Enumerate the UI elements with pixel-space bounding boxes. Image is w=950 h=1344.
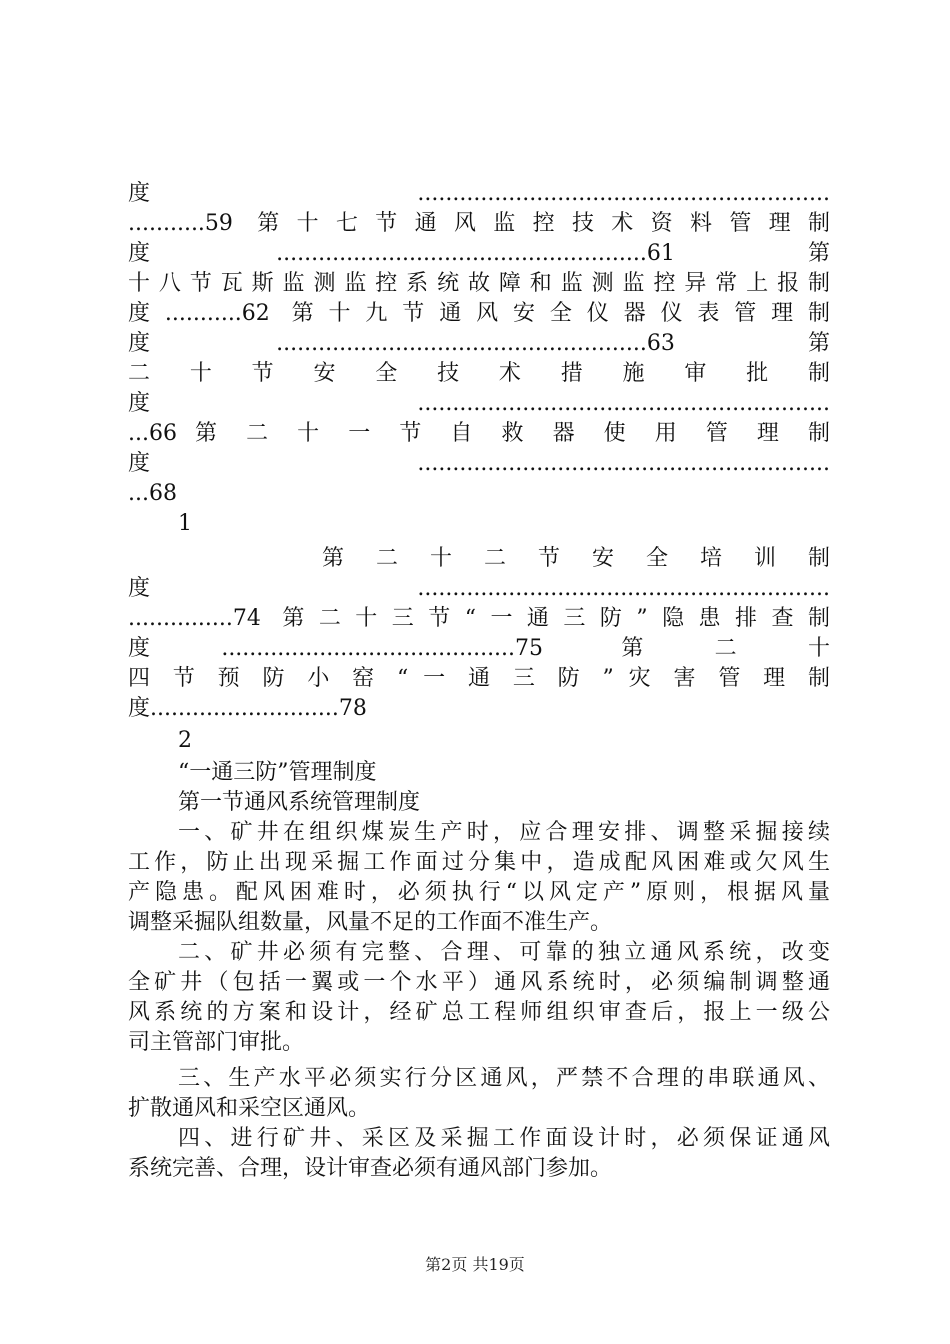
paragraph-line: 四、进行矿井、采区及采掘工作面设计时，必须保证通风	[178, 1126, 830, 1151]
toc-line: ...........59 第十七节通风监控技术资料管理制	[128, 211, 830, 236]
toc-line: 二 十 节 安 全 技 术 措 施 审 批 制	[128, 361, 830, 386]
toc-line: 度.....................................................61 第	[128, 241, 830, 266]
paragraph-line: 系统完善、合理，设计审查必须有通风部门参加。	[128, 1156, 613, 1181]
toc-line: 十八节瓦斯监测监控系统故障和监测监控异常上报制	[128, 271, 830, 296]
paragraph-line: 一、矿井在组织煤炭生产时，应合理安排、调整采掘接续	[178, 820, 830, 845]
toc-line: 第 二 十 二 节 安 全 培 训 制	[322, 546, 830, 571]
paragraph-line: 全矿井（包括一翼或一个水平）通风系统时，必须编制调整通	[128, 970, 830, 995]
toc-line: 度...........................................................	[128, 391, 830, 416]
page-number-marker: 2	[178, 728, 192, 753]
toc-line: 度...........................78	[128, 696, 367, 721]
toc-line: 度...........................................................	[128, 451, 830, 476]
toc-line: ...............74 第二十三节“一通三防”隐患排查制	[128, 606, 830, 631]
page-number-marker: 1	[178, 511, 192, 536]
paragraph-line: 风系统的方案和设计，经矿总工程师组织审查后，报上一级公	[128, 1000, 830, 1025]
section-heading: 第一节通风系统管理制度	[178, 790, 421, 815]
document-title: “一通三防”管理制度	[178, 760, 377, 785]
paragraph-line: 扩散通风和采空区通风。	[128, 1096, 371, 1121]
toc-line: ...68	[128, 481, 177, 506]
paragraph-line: 调整采掘队组数量，风量不足的工作面不准生产。	[128, 910, 613, 935]
toc-line: 度...........................................................	[128, 181, 830, 206]
paragraph-line: 三、生产水平必须实行分区通风，严禁不合理的串联通风、	[178, 1066, 830, 1091]
paragraph-line: 二、矿井必须有完整、合理、可靠的独立通风系统，改变	[178, 940, 830, 965]
paragraph-line: 工作，防止出现采掘工作面过分集中，造成配风困难或欠风生	[128, 850, 830, 875]
toc-line: 度...........................................................	[128, 576, 830, 601]
paragraph-line: 产隐患。配风困难时，必须执行“以风定产”原则，根据风量	[128, 880, 830, 905]
toc-line: 度..........................................75 第二十	[128, 636, 830, 661]
paragraph-line: 司主管部门审批。	[128, 1030, 305, 1055]
toc-line: ...66 第 二 十 一 节 自 救 器 使 用 管 理 制	[128, 421, 830, 446]
page-footer: 第2页 共19页	[425, 1255, 525, 1274]
toc-line: 四 节 预 防 小 窑 “ 一 通 三 防 ” 灾 害 管 理 制	[128, 666, 830, 691]
toc-line: 度.....................................................63 第	[128, 331, 830, 356]
toc-line: 度...........62 第十九节通风安全仪器仪表管理制	[128, 301, 830, 326]
